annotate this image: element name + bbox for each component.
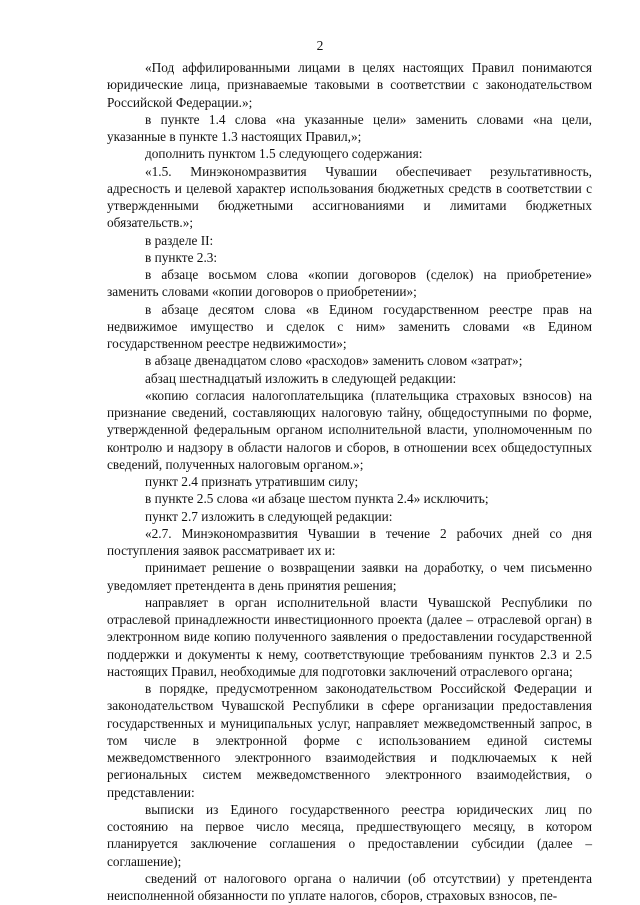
- paragraph: «2.7. Минэкономразвития Чувашии в течение 2 рабочих дней со дня поступления заявок рассматривает их и:: [107, 525, 592, 558]
- paragraph: абзац шестнадцатый изложить в следующей редакции:: [145, 370, 457, 386]
- paragraph: в порядке, предусмотренном законодательством Российской Федерации и законодательством Чувашской Республики в сфере организации предоставления государственных и муниципальных услуг, направляет межведомственный запрос, в том числе в электронной форме с использованием единой системы межведомственного электронного взаимодействия и подключаемых к ней региональных систем межведомственного электронного взаимодействия, о представлении:: [107, 681, 592, 800]
- paragraph: сведений от налогового органа о наличии (об отсутствии) у претендента неисполненной обязанности по уплате налогов, сборов, страховых взносов, пе-: [107, 870, 592, 903]
- paragraph: в абзаце десятом слова «в Едином государственном реестре прав на недвижимое имущество и сделок с ним» заменить словами «в Едином государственном реестре недвижимости»;: [107, 301, 592, 351]
- paragraph: в абзаце двенадцатом слово «расходов» заменить словом «затрат»;: [145, 353, 523, 369]
- paragraph: направляет в орган исполнительной власти Чувашской Республики по отраслевой принадлежности инвестиционного проекта (далее – отраслевой орган) в электронном виде копию полученного заявления о предоставлении государственной поддержки и документы к нему, соответствующие требованиям пунктов 2.3 и 2.5 настоящих Правил, необходимые для подготовки заключений отраслевого органа;: [107, 594, 592, 679]
- paragraph: «1.5. Минэкономразвития Чувашии обеспечивает результативность, адресность и целевой характер использования бюджетных средств в соответствии с утвержденными бюджетными ассигнованиями и лимитами бюджетных обязательств.»;: [107, 163, 592, 231]
- paragraph: «Под аффилированными лицами в целях настоящих Правил понимаются юридические лица, признаваемые таковыми в соответствии с законодательством Российской Федерации.»;: [107, 60, 592, 110]
- paragraph: в пункте 2.3:: [145, 249, 218, 265]
- paragraph: пункт 2.4 признать утратившим силу;: [145, 474, 359, 489]
- paragraph: в абзаце восьмом слова «копии договоров (сделок) на приобретение» заменить словами «копии договоров о приобретении»;: [107, 267, 592, 300]
- page-number: 2: [316, 38, 324, 53]
- paragraph: принимает решение о возвращении заявки на доработку, о чем письменно уведомляет претендента в день принятия решения;: [107, 560, 592, 593]
- paragraph: выписки из Единого государственного реестра юридических лиц по состоянию на первое число месяца, предшествующего месяцу, в котором планируется заключение соглашения о предоставлении субсидии (далее – соглашение);: [107, 801, 592, 869]
- paragraph: в разделе II:: [145, 232, 214, 248]
- paragraph: пункт 2.7 изложить в следующей редакции:: [145, 508, 393, 524]
- paragraph: «копию согласия налогоплательщика (плательщика страховых взносов) на признание сведений, составляющих налоговую тайну, общедоступными по форме, утвержденной федеральным органом исполнительной власти, уполномоченным по контролю и надзору в области налогов и сборов, в отношении всех общедоступных сведений, полученных налоговым органом.»;: [107, 387, 592, 472]
- paragraph: в пункте 2.5 слова «и абзаце шестом пункта 2.4» исключить;: [145, 491, 489, 507]
- paragraph: в пункте 1.4 слова «на указанные цели» заменить словами «на цели, указанные в пункте 1.3 настоящих Правил,»;: [107, 111, 592, 144]
- paragraph: дополнить пунктом 1.5 следующего содержания:: [145, 146, 423, 162]
- document-body: [107, 59, 592, 904]
